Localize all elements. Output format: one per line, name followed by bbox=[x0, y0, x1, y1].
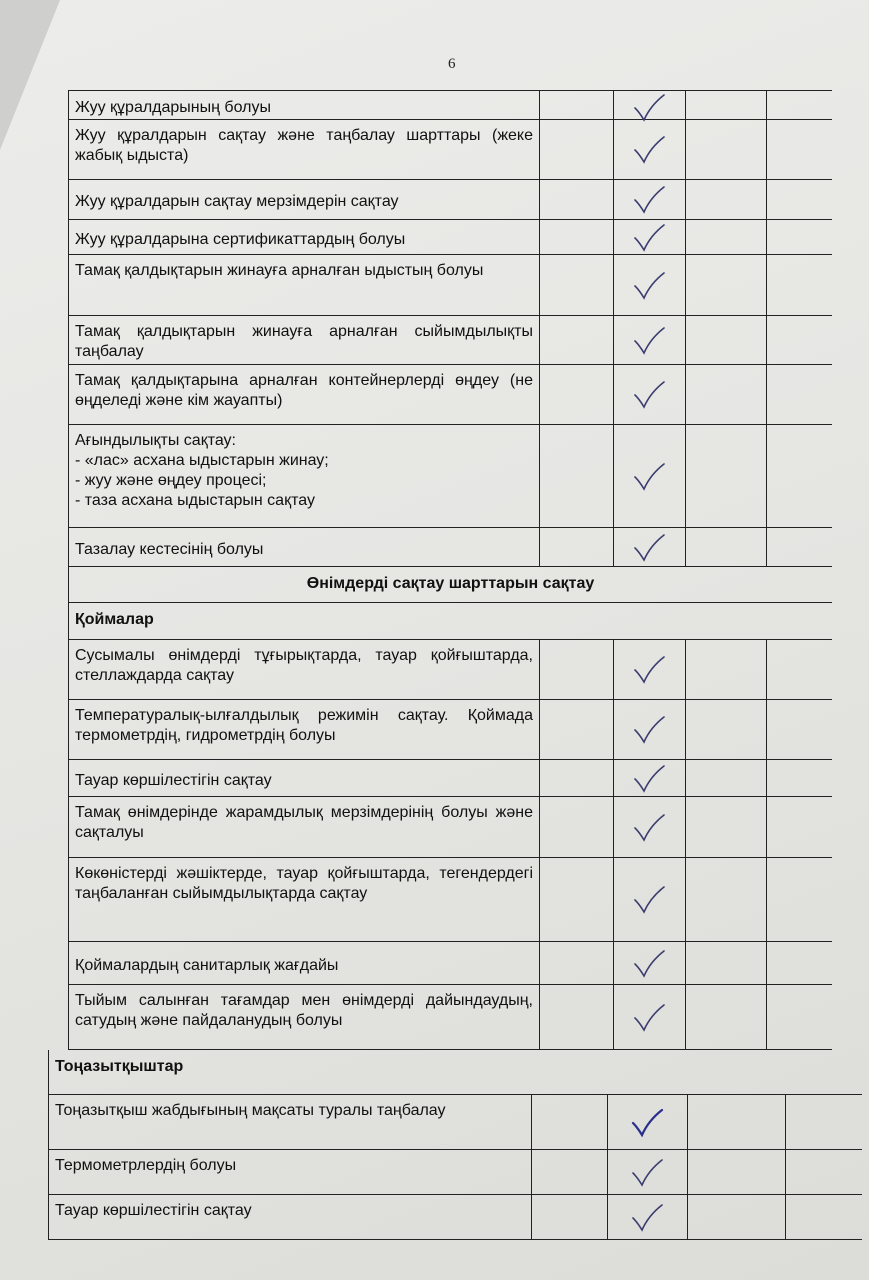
column-divider bbox=[766, 640, 767, 699]
table-row bbox=[68, 120, 832, 180]
requirement-text: Тауар көршілестігін сақтау bbox=[75, 771, 272, 789]
requirement-text: Жуу құралдарын сақтау мерзімдерін сақтау bbox=[75, 193, 399, 210]
column-divider bbox=[607, 1195, 608, 1239]
column-divider bbox=[766, 220, 767, 254]
requirement-text: Қоймалардың санитарлық жағдайы bbox=[75, 956, 339, 974]
column-divider bbox=[685, 858, 686, 941]
column-divider bbox=[539, 942, 540, 984]
subsection-heading: Тоңазытқыштар bbox=[55, 1058, 184, 1075]
table-row bbox=[68, 316, 832, 365]
column-divider bbox=[685, 797, 686, 857]
check-mark-icon bbox=[632, 326, 666, 356]
requirement-text: Көкөністерді жәшіктерде, тауар қойғыштарда, тегендердегі таңбаланған сыйымдылықтарда сақтау bbox=[75, 865, 533, 902]
table-row bbox=[68, 425, 832, 528]
column-divider bbox=[785, 1095, 786, 1149]
column-divider bbox=[613, 91, 614, 119]
column-divider bbox=[766, 120, 767, 179]
column-divider bbox=[539, 255, 540, 315]
column-divider bbox=[766, 91, 767, 119]
column-divider bbox=[613, 365, 614, 424]
column-divider bbox=[685, 365, 686, 424]
column-divider bbox=[687, 1095, 688, 1149]
subsection-header-row bbox=[48, 1050, 862, 1095]
check-mark-icon bbox=[632, 93, 666, 123]
column-divider bbox=[531, 1150, 532, 1194]
requirement-text: Тоңазытқыш жабдығының мақсаты туралы таңбалау bbox=[55, 1102, 446, 1119]
requirement-text: Температуралық-ылғалдылық режимін сақтау. Қоймада термометрдің, гидрометрдің болуы bbox=[75, 707, 533, 744]
column-divider bbox=[539, 91, 540, 119]
table-row bbox=[48, 1150, 862, 1195]
column-divider bbox=[766, 255, 767, 315]
column-divider bbox=[613, 316, 614, 364]
table-row bbox=[68, 255, 832, 316]
subsection-header-row bbox=[68, 603, 832, 640]
column-divider bbox=[785, 1195, 786, 1239]
column-divider bbox=[766, 180, 767, 219]
column-divider bbox=[539, 528, 540, 566]
page-number: 6 bbox=[448, 56, 456, 72]
column-divider bbox=[766, 700, 767, 759]
column-divider bbox=[685, 760, 686, 796]
table-row bbox=[48, 1095, 862, 1150]
check-mark-icon bbox=[632, 271, 666, 301]
column-divider bbox=[613, 120, 614, 179]
requirement-text: Тамақ қалдықтарына арналған контейнерлерді өңдеу (не өңделеді және кім жауапты) bbox=[75, 372, 533, 409]
column-divider bbox=[613, 700, 614, 759]
column-divider bbox=[539, 858, 540, 941]
column-divider bbox=[766, 858, 767, 941]
column-divider bbox=[539, 700, 540, 759]
column-divider bbox=[607, 1095, 608, 1149]
table-row bbox=[68, 220, 832, 255]
column-divider bbox=[685, 528, 686, 566]
column-divider bbox=[685, 91, 686, 119]
column-divider bbox=[531, 1195, 532, 1239]
column-divider bbox=[613, 640, 614, 699]
check-mark-icon bbox=[632, 380, 666, 410]
column-divider bbox=[613, 180, 614, 219]
table-row bbox=[68, 640, 832, 700]
requirement-text: Термометрлердің болуы bbox=[55, 1157, 237, 1174]
column-divider bbox=[539, 220, 540, 254]
requirement-text: Жуу құралдарына сертификаттардың болуы bbox=[75, 230, 406, 248]
table-row bbox=[68, 180, 832, 220]
requirement-text: Жуу құралдарының болуы bbox=[75, 99, 271, 116]
column-divider bbox=[766, 425, 767, 527]
column-divider bbox=[539, 316, 540, 364]
check-mark-icon bbox=[632, 223, 666, 253]
column-divider bbox=[685, 255, 686, 315]
column-divider bbox=[766, 942, 767, 984]
requirement-text: Тауар көршілестігін сақтау bbox=[55, 1202, 252, 1219]
check-mark-icon bbox=[632, 715, 666, 745]
column-divider bbox=[766, 797, 767, 857]
check-mark-icon bbox=[632, 462, 666, 492]
section-header-row bbox=[68, 567, 832, 603]
column-divider bbox=[685, 985, 686, 1049]
table-row bbox=[68, 942, 832, 985]
column-divider bbox=[613, 797, 614, 857]
column-divider bbox=[687, 1150, 688, 1194]
check-mark-icon bbox=[630, 1203, 664, 1233]
column-divider bbox=[685, 640, 686, 699]
requirement-text: Тыйым салынған тағамдар мен өнімдерді дайындаудың, сатудың және пайдаланудың болуы bbox=[75, 992, 533, 1029]
check-mark-icon bbox=[632, 655, 666, 685]
column-divider bbox=[539, 365, 540, 424]
table-row bbox=[68, 985, 832, 1050]
check-mark-icon bbox=[630, 1158, 664, 1188]
requirement-text: Жуу құралдарын сақтау және таңбалау шарттары (жеке жабық ыдыста) bbox=[75, 127, 533, 164]
section-heading: Өнімдерді сақтау шарттарын сақтау bbox=[306, 575, 595, 592]
check-mark-icon bbox=[632, 949, 666, 979]
table-row bbox=[68, 760, 832, 797]
check-mark-icon bbox=[630, 1108, 664, 1138]
requirement-text: Тамақ қалдықтарын жинауға арналған сыйымдылықты таңбалау bbox=[75, 323, 533, 360]
column-divider bbox=[613, 858, 614, 941]
table-row bbox=[68, 858, 832, 942]
column-divider bbox=[539, 760, 540, 796]
column-divider bbox=[766, 316, 767, 364]
column-divider bbox=[539, 640, 540, 699]
column-divider bbox=[539, 985, 540, 1049]
table-row bbox=[68, 700, 832, 760]
column-divider bbox=[539, 180, 540, 219]
column-divider bbox=[685, 220, 686, 254]
check-mark-icon bbox=[632, 185, 666, 215]
check-mark-icon bbox=[632, 885, 666, 915]
table-row bbox=[68, 365, 832, 425]
column-divider bbox=[613, 528, 614, 566]
requirement-text: Ағындылықты сақтау: - «лас» асхана ыдыстарын жинау; - жуу және өңдеу процесі; - таза асхана ыдыстарын сақтау bbox=[75, 432, 329, 509]
check-mark-icon bbox=[632, 764, 666, 794]
column-divider bbox=[766, 760, 767, 796]
column-divider bbox=[685, 120, 686, 179]
column-divider bbox=[685, 700, 686, 759]
column-divider bbox=[766, 528, 767, 566]
table-row bbox=[68, 797, 832, 858]
column-divider bbox=[613, 425, 614, 527]
check-mark-icon bbox=[632, 813, 666, 843]
requirement-text: Тамақ қалдықтарын жинауға арналған ыдыстың болуы bbox=[75, 262, 484, 279]
requirement-text: Сусымалы өнімдерді тұғырықтарда, тауар қойғыштарда, стеллаждарда сақтау bbox=[75, 647, 533, 684]
check-mark-icon bbox=[632, 135, 666, 165]
column-divider bbox=[613, 255, 614, 315]
subsection-heading: Қоймалар bbox=[75, 611, 154, 628]
column-divider bbox=[766, 985, 767, 1049]
requirement-text: Тазалау кестесінің болуы bbox=[75, 540, 264, 558]
column-divider bbox=[539, 425, 540, 527]
column-divider bbox=[613, 220, 614, 254]
column-divider bbox=[613, 985, 614, 1049]
table-row bbox=[48, 1195, 862, 1240]
column-divider bbox=[685, 316, 686, 364]
column-divider bbox=[539, 797, 540, 857]
column-divider bbox=[685, 425, 686, 527]
requirement-text: Тамақ өнімдерінде жарамдылық мерзімдерінің болуы және сақталуы bbox=[75, 804, 533, 841]
table-row bbox=[68, 528, 832, 567]
table-row bbox=[68, 90, 832, 120]
column-divider bbox=[685, 180, 686, 219]
column-divider bbox=[539, 120, 540, 179]
column-divider bbox=[685, 942, 686, 984]
column-divider bbox=[531, 1095, 532, 1149]
column-divider bbox=[766, 365, 767, 424]
column-divider bbox=[613, 942, 614, 984]
check-mark-icon bbox=[632, 533, 666, 563]
column-divider bbox=[607, 1150, 608, 1194]
column-divider bbox=[613, 760, 614, 796]
column-divider bbox=[785, 1150, 786, 1194]
column-divider bbox=[687, 1195, 688, 1239]
check-mark-icon bbox=[632, 1003, 666, 1033]
